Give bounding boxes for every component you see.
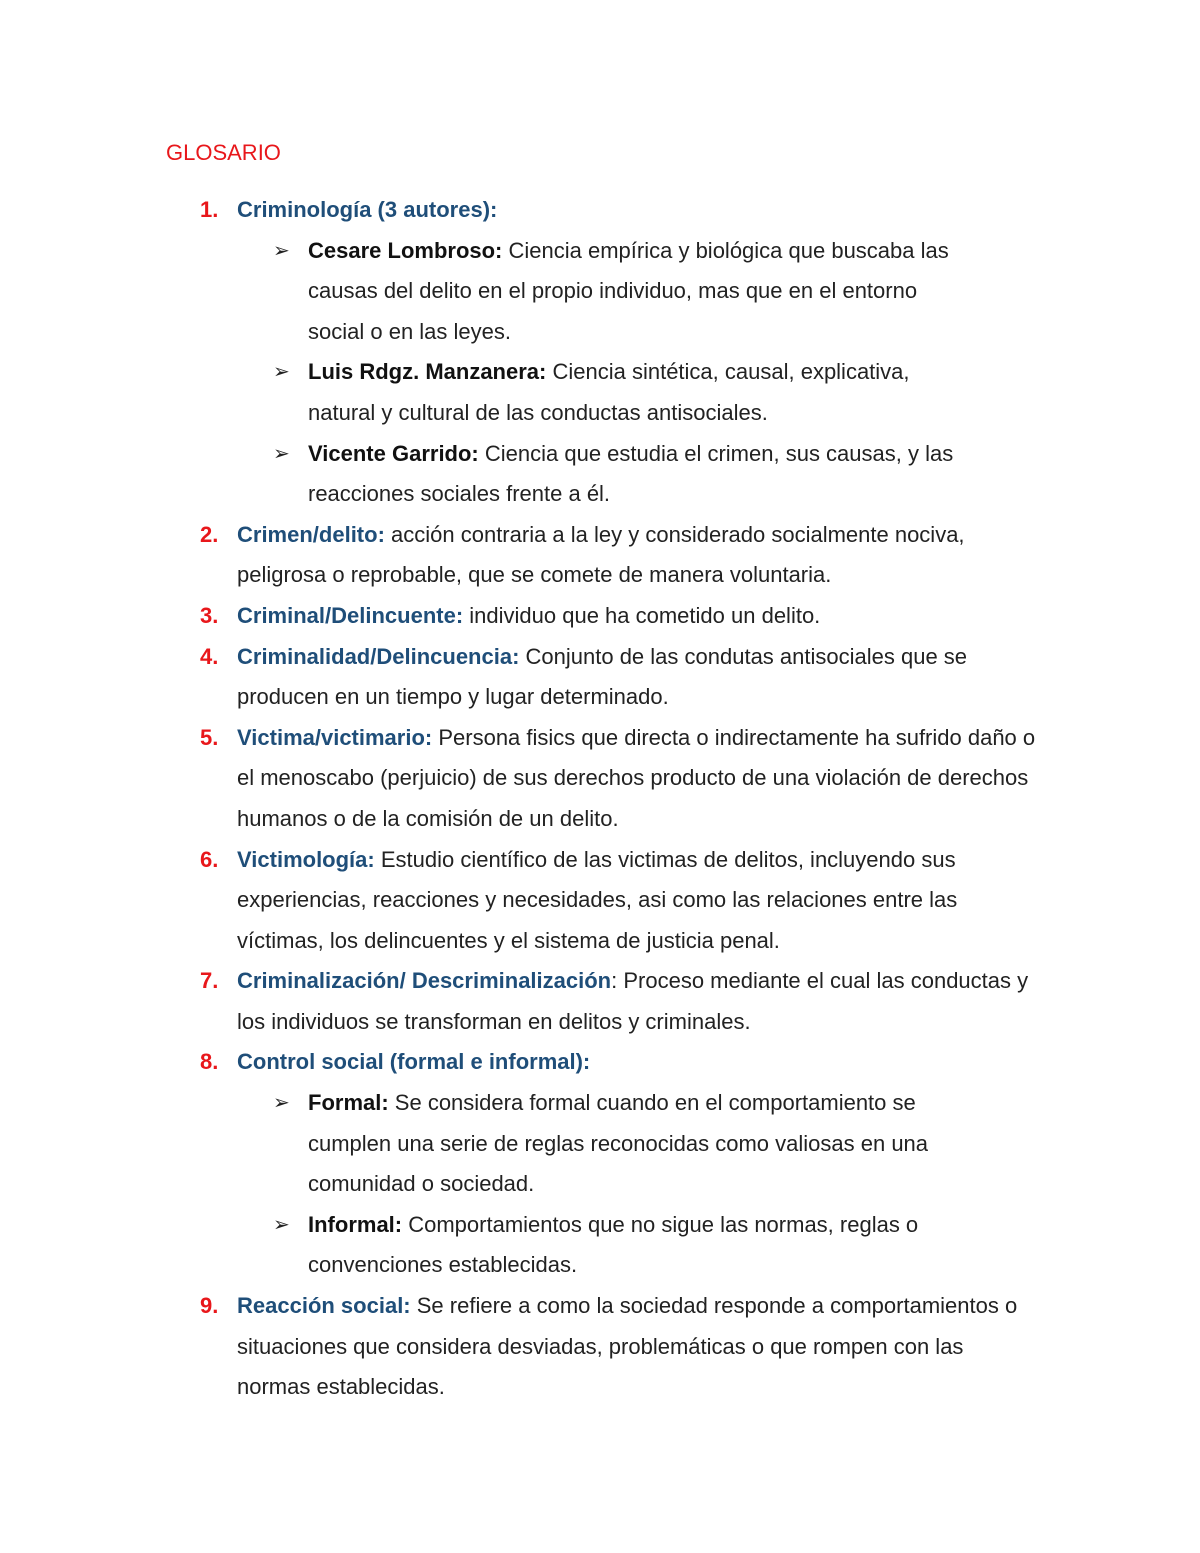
entry-term: Control social (formal e informal): <box>237 1049 591 1075</box>
entry-number: 8. <box>200 1049 219 1075</box>
entry-number: 4. <box>200 643 219 669</box>
glossary-entry <box>0 718 1037 840</box>
entry-definition: : Proceso mediante el cual las conductas y los individuos se transforman en delitos y criminales. <box>237 968 1029 1034</box>
sub-list <box>237 1083 1037 1286</box>
entry-term: Criminalización/ Descriminalización <box>237 968 612 994</box>
arrow-bullet-icon: ➢ <box>273 1092 290 1115</box>
entry-definition: individuo que ha cometido un delito. <box>463 602 821 628</box>
entry-definition: Se refiere a como la sociedad responde a comportamientos o situaciones que considera desviadas, problemáticas o que rompen con las normas establecidas. <box>237 1293 1018 1400</box>
arrow-bullet-icon: ➢ <box>273 361 290 384</box>
document-title: GLOSARIO <box>166 140 281 165</box>
sub-definition: Ciencia que estudia el crimen, sus causas, y las reacciones sociales frente a él. <box>308 440 954 507</box>
arrow-bullet-icon: ➢ <box>273 442 290 465</box>
entry-number: 6. <box>200 846 219 872</box>
sub-definition: Ciencia empírica y biológica que buscaba las causas del delito en el propio individuo, mas que en el entorno social o en las leyes. <box>308 237 949 344</box>
entry-number: 2. <box>200 521 219 547</box>
sub-definition: Comportamientos que no sigue las normas, reglas o convenciones establecidas. <box>308 1211 919 1278</box>
entry-term: Reacción social: <box>237 1293 411 1319</box>
arrow-bullet-icon: ➢ <box>273 1213 290 1236</box>
glossary-entry <box>0 961 1037 1042</box>
entry-term: Crimen/delito: <box>237 521 385 547</box>
entry-number: 5. <box>200 724 219 750</box>
entry-term: Criminal/Delincuente: <box>237 602 464 628</box>
sub-term: Cesare Lombroso: <box>308 237 503 263</box>
glossary-entry <box>0 515 1037 596</box>
glossary-entry <box>0 1042 1037 1286</box>
entry-number: 3. <box>200 602 219 628</box>
sub-entry <box>237 231 968 353</box>
entry-definition: Persona fisics que directa o indirectamente ha sufrido daño o el menoscabo (perjuicio) de sus derechos producto de una violación de derechos humanos o de la comisión de un delito. <box>237 724 1036 831</box>
entry-term: Criminología (3 autores): <box>237 197 498 222</box>
entry-definition: acción contraria a la ley y considerado socialmente nociva, peligrosa o reprobable, que se comete de manera voluntaria. <box>237 521 965 588</box>
sub-entry <box>237 434 968 515</box>
glossary-entry <box>0 637 1037 718</box>
sub-term: Vicente Garrido: <box>308 440 479 466</box>
entry-definition: Estudio científico de las victimas de delitos, incluyendo sus experiencias, reacciones y necesidades, asi como las relaciones entre las víctimas, los delincuentes y el sistema de justicia penal. <box>237 846 958 953</box>
sub-term: Formal: <box>308 1090 389 1116</box>
entry-definition: Conjunto de las condutas antisociales que se producen en un tiempo y lugar determinado. <box>237 643 968 710</box>
glossary-list <box>0 190 1200 1408</box>
entry-number: 7. <box>200 968 219 994</box>
entry-term: Victima/victimario: <box>237 724 433 750</box>
sub-definition: Se considera formal cuando en el comportamiento se cumplen una serie de reglas reconocidas como valiosas en una comunidad o sociedad. <box>308 1090 929 1197</box>
sub-entry <box>237 352 968 433</box>
sub-entry <box>237 1083 968 1205</box>
sub-term: Luis Rdgz. Manzanera: <box>308 359 547 385</box>
entry-number: 1. <box>200 197 219 222</box>
glossary-entry <box>0 840 1037 962</box>
glossary-entry <box>0 1286 1037 1408</box>
glossary-entry <box>0 596 1037 637</box>
entry-term: Victimología: <box>237 846 375 872</box>
entry-number: 9. <box>200 1293 219 1319</box>
sub-definition: Ciencia sintética, causal, explicativa, natural y cultural de las conductas antisociales. <box>308 359 910 425</box>
sub-entry <box>237 1205 968 1286</box>
arrow-bullet-icon: ➢ <box>273 239 290 262</box>
sub-term: Informal: <box>308 1211 403 1237</box>
entry-term: Criminalidad/Delincuencia: <box>237 643 520 669</box>
sub-list <box>237 231 1037 515</box>
glossary-entry <box>0 190 1037 515</box>
